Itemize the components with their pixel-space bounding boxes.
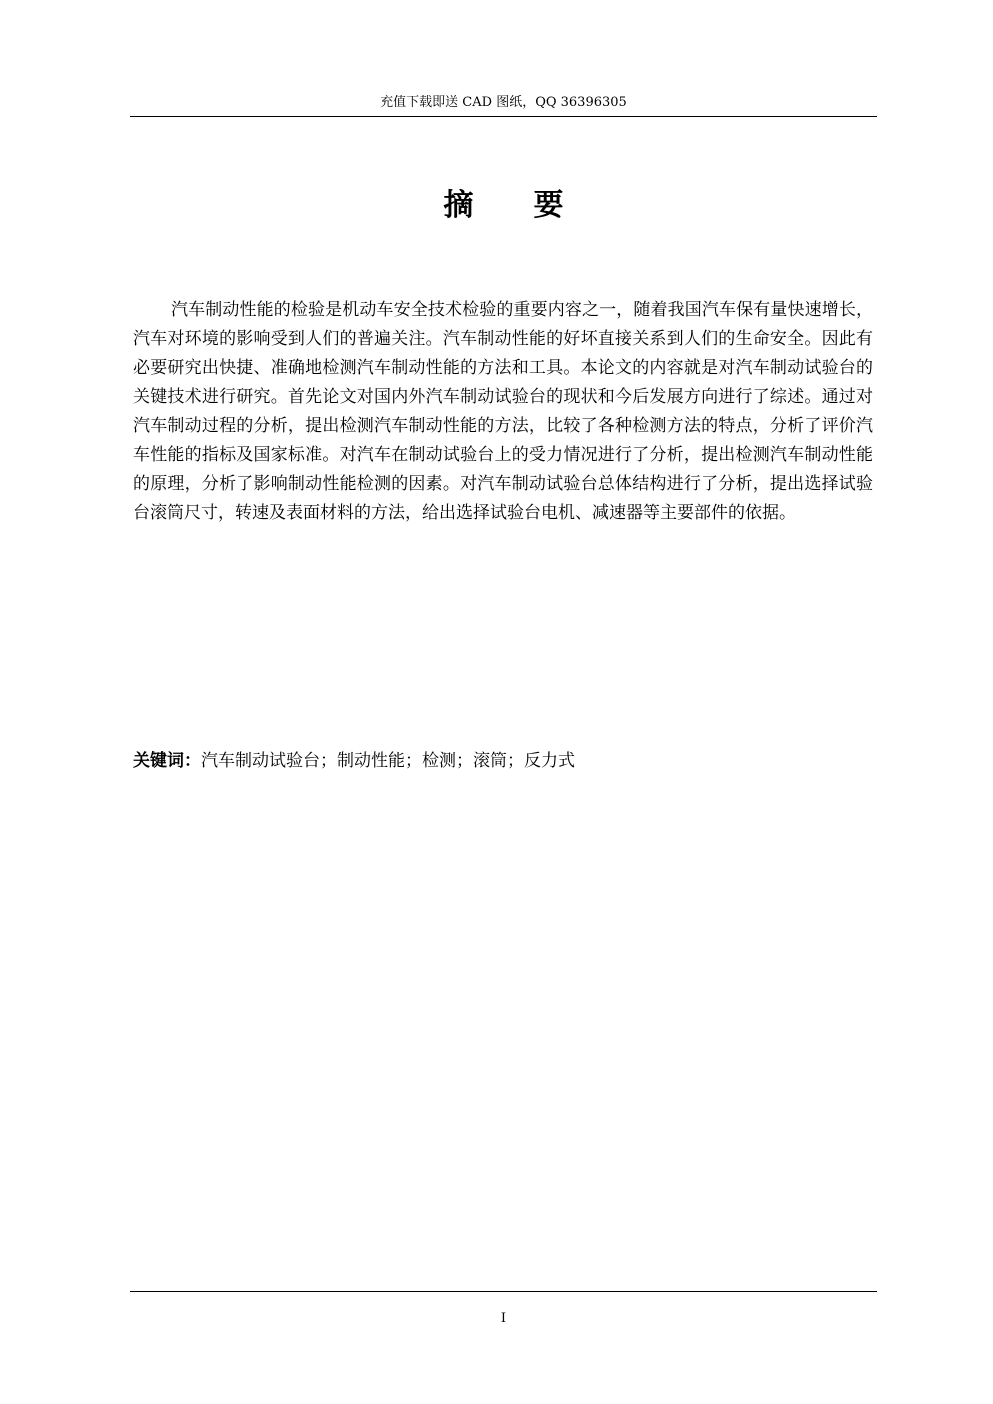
keywords-value: 汽车制动试验台；制动性能；检测；滚筒；反力式 — [201, 751, 575, 771]
header-rule — [130, 116, 877, 117]
page-number: I — [500, 1311, 507, 1326]
abstract-title — [130, 186, 877, 226]
abstract-body: 汽车制动性能的检验是机动车安全技术检验的重要内容之一，随着我国汽车保有量快速增长，汽车对环境的影响受到人们的普遍关注。汽车制动性能的好坏直接关系到人们的生命安全。因此有必要研究出快捷、准确地检测汽车制动性能的方法和工具。本论文的内容就是对汽车制动试验台的关键技术进行研究。首先论文对国内外汽车制动试验台的现状和今后发展方向进行了综述。通过对汽车制动过程的分析，提出检测汽车制动性能的方法，比较了各种检测方法的特点，分析了评价汽车性能的指标及国家标准。对汽车在制动试验台上的受力情况进行了分析，提出检测汽车制动性能的原理，分析了影响制动性能检测的因素。对汽车制动试验台总体结构进行了分析，提出选择试验台滚筒尺寸，转速及表面材料的方法，给出选择试验台电机、减速器等主要部件的依据。 — [133, 300, 873, 523]
keywords-line — [133, 747, 873, 776]
keywords-label: 关键词： — [133, 751, 201, 771]
page-header: 充值下载即送 CAD 图纸，QQ 36396305 — [380, 95, 627, 110]
footer-rule — [130, 1291, 877, 1292]
title-char-2: 要 — [533, 188, 564, 223]
title-char-1: 摘 — [443, 188, 474, 223]
